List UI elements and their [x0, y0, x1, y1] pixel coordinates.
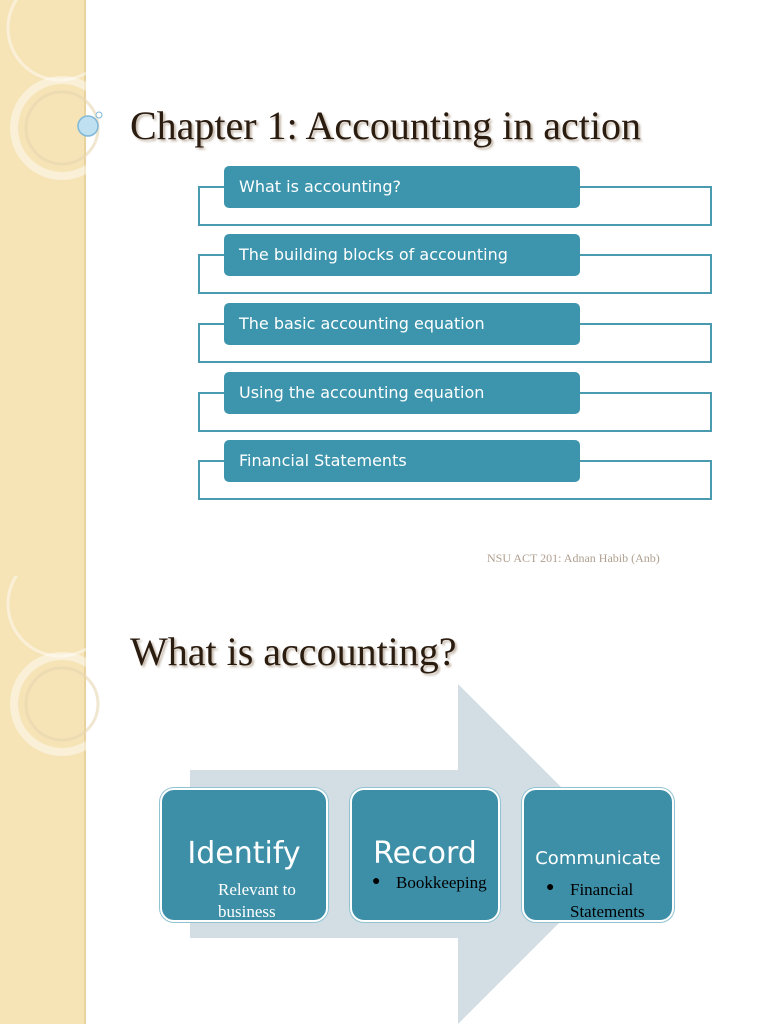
item-label: Using the accounting equation [224, 372, 580, 414]
item-label: The basic accounting equation [224, 303, 580, 345]
page-title: Chapter 1: Accounting in action [130, 103, 641, 148]
list-item [198, 234, 712, 294]
bullet-icon: ● [546, 880, 555, 895]
bullet-icon: ● [372, 874, 381, 889]
step-detail-line: Statements [570, 902, 645, 921]
step-detail [570, 879, 645, 923]
item-label: Financial Statements [224, 440, 580, 482]
step-detail-line: Financial [570, 880, 634, 899]
step-identify [160, 788, 328, 922]
decorative-circles-icon [0, 0, 200, 200]
list-item [198, 303, 712, 363]
footer-credit: NSU ACT 201: Adnan Habib (Anb) [487, 551, 660, 565]
step-detail [396, 872, 487, 894]
step-detail-line: Bookkeeping [396, 873, 487, 892]
decorative-circles-icon [0, 576, 200, 796]
step-title: Communicate [535, 848, 661, 869]
list-item [198, 166, 712, 226]
step-title: Record [373, 836, 477, 871]
item-label: What is accounting? [224, 166, 580, 208]
slide-2 [0, 576, 768, 1024]
step-title: Identify [187, 836, 301, 871]
item-label: The building blocks of accounting [224, 234, 580, 276]
step-record [350, 788, 500, 922]
bullet-icon: ● [196, 880, 205, 895]
list-item [198, 372, 712, 432]
step-communicate [522, 788, 674, 922]
step-detail-line: Relevant to [218, 880, 296, 899]
step-detail [218, 879, 296, 923]
step-detail-line: business [218, 902, 276, 921]
list-item [198, 440, 712, 500]
page-title: What is accounting? [130, 629, 457, 674]
